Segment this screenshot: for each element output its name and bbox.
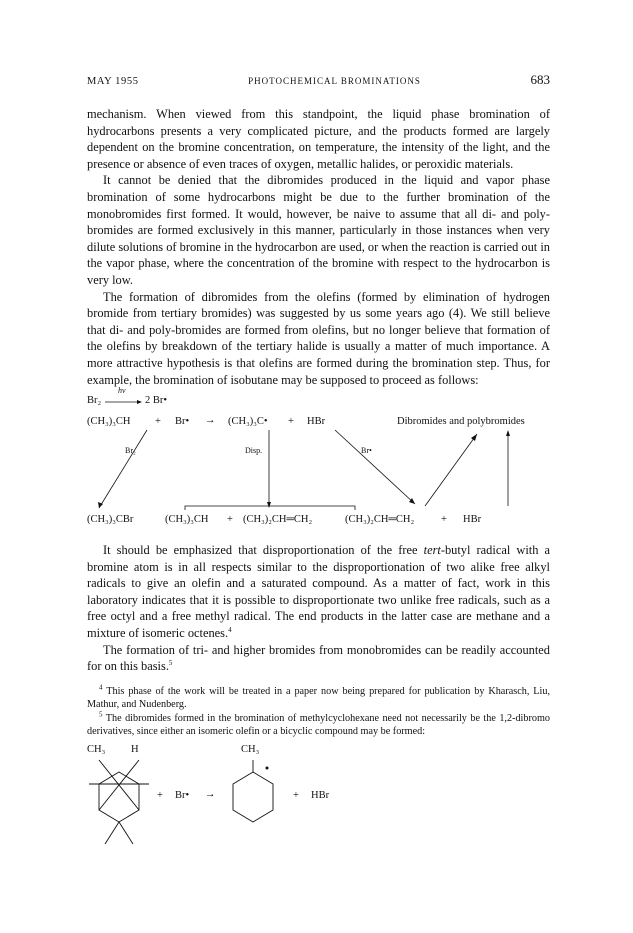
journal-page bbox=[87, 72, 550, 874]
rxn-plus-2: + bbox=[288, 416, 294, 428]
paragraph-4-start: It should be emphasized that disproportionation of the free bbox=[103, 543, 424, 558]
running-header bbox=[87, 72, 550, 88]
paragraph-5 bbox=[87, 642, 550, 675]
footnote-ref-5: 5 bbox=[168, 659, 173, 668]
rxn-br2: Br₂ bbox=[87, 395, 102, 407]
body-text bbox=[87, 106, 550, 388]
struct-br-radical: Br• bbox=[175, 790, 190, 802]
rxn-label-br2: Br₂ bbox=[125, 446, 136, 456]
rxn-hv: hν bbox=[118, 386, 126, 396]
struct-arrow: → bbox=[205, 789, 216, 801]
footnote-ref-4: 4 bbox=[228, 625, 232, 634]
rxn-br-radical: Br• bbox=[175, 416, 190, 428]
struct-plus-1: + bbox=[157, 790, 163, 802]
paragraph-2: It cannot be denied that the dibromides produced in the liquid and vapor phase bromination of some hydrocarbons might be due to the further bromination of the monobromides first formed. It would, however, be naive to assume that all di- and poly-bromides are formed exclusively in this manner, particularly in those instances when very dilute solutions of bromine in the hydrocarbon are used, or when the reaction is carried out in the vapor phase, where the concentration of the bromine with respect to the hydrocarbon is very low. bbox=[87, 173, 550, 287]
paragraph-4-italic: tert bbox=[423, 543, 441, 558]
radical-dot bbox=[266, 767, 269, 770]
rxn-isobutene: (CH₃)₂CH═CH₂ bbox=[243, 514, 313, 526]
footnote-5 bbox=[87, 712, 550, 739]
rxn-label-br: Br• bbox=[361, 446, 372, 456]
rxn-isobutane-2: (CH₃)₃CH bbox=[165, 514, 209, 526]
struct-ch3-left: CH₃ bbox=[87, 744, 106, 756]
cyclohexane-ring-left bbox=[89, 760, 149, 844]
methylcyclohexane-scheme bbox=[87, 744, 550, 874]
header-date: MAY 1955 bbox=[87, 76, 139, 87]
rxn-arrow: → bbox=[205, 415, 216, 427]
page-number: 683 bbox=[530, 72, 550, 87]
rxn-hbr-2: HBr bbox=[463, 514, 482, 526]
rxn-plus-4: + bbox=[441, 514, 447, 526]
paragraph-1: mechanism. When viewed from this standpoint, the liquid phase bromination of hydrocarbons presents a very complicated picture, and the products formed are largely dependent on the bromine concentration, on temperature, the intensity of the light, and the presence or absence of even traces of oxygen, metallic halides, or peroxidic materials. bbox=[87, 107, 550, 171]
struct-hbr: HBr bbox=[311, 790, 330, 802]
footnote-5-text: The dibromides formed in the bromination of methylcyclohexane need not necessarily be the 1,2-dibromo derivatives, since either an isomeric olefin or a bicyclic compound may be formed: bbox=[87, 712, 550, 738]
rxn-plus-1: + bbox=[155, 416, 161, 428]
rxn-label-disp: Disp. bbox=[245, 446, 263, 456]
header-title: PHOTOCHEMICAL BROMINATIONS bbox=[248, 76, 421, 86]
cyclohexane-structures bbox=[87, 744, 550, 874]
paragraph-4 bbox=[87, 542, 550, 642]
struct-plus-2: + bbox=[293, 790, 299, 802]
struct-ch3-right: CH₃ bbox=[241, 744, 260, 756]
rxn-two-br: 2 Br• bbox=[145, 395, 168, 407]
footnote-4-mark: 4 bbox=[99, 683, 103, 692]
paragraph-5-text: The formation of tri- and higher bromides from monobromides can be readily accounted for on this basis. bbox=[87, 642, 550, 674]
rxn-tbutyl-radical: (CH₃)₃C• bbox=[228, 416, 268, 428]
paragraph-3: The formation of dibromides from the olefins (formed by elimination of hydrogen bromide from tertiary bromides) was suggested by us some years ago (4). We still believe that di- and poly-bromides are formed from olefins, but no longer believe that formation of the olefins by breakdown of the tertiary halide is usually a matter of much importance. A more attractive hypothesis is that olefins are formed during the bromination step. Thus, for example, the bromination of isobutane may be supposed to proceed as follows: bbox=[87, 289, 550, 387]
reaction-scheme bbox=[85, 386, 550, 536]
rxn-hbr-1: HBr bbox=[307, 416, 326, 428]
struct-h-left: H bbox=[131, 744, 139, 756]
body-text-2 bbox=[87, 542, 550, 675]
rxn-plus-3: + bbox=[227, 514, 233, 526]
paragraph-4-end: -butyl radical with a bromine atom is in all respects similar to the disproportionation of two alike free alkyl radicals to give an olefin and a saturated compound. As a matter of fact, work in this laboratory indicates that it is possible to disproportionate two unlike free radicals, such as a free octyl and a free methyl radical. The end products in the latter case are methane and a mixture of isomeric octenes. bbox=[87, 543, 551, 641]
footnote-4-text: This phase of the work will be treated in a paper now being prepared for publication by Kharasch, Liu, Mathur, and Nudenberg. bbox=[87, 685, 550, 711]
rxn-tbubr: (CH₃)₃CBr bbox=[87, 514, 134, 526]
rxn-isobutene-2: (CH₃)₂CH═CH₂ bbox=[345, 514, 415, 526]
rxn-dibromides: Dibromides and polybromides bbox=[397, 416, 525, 428]
footnote-5-mark: 5 bbox=[99, 710, 103, 719]
footnotes bbox=[87, 685, 550, 739]
rxn-isobutane: (CH₃)₃CH bbox=[87, 416, 131, 428]
footnote-4 bbox=[87, 685, 550, 712]
